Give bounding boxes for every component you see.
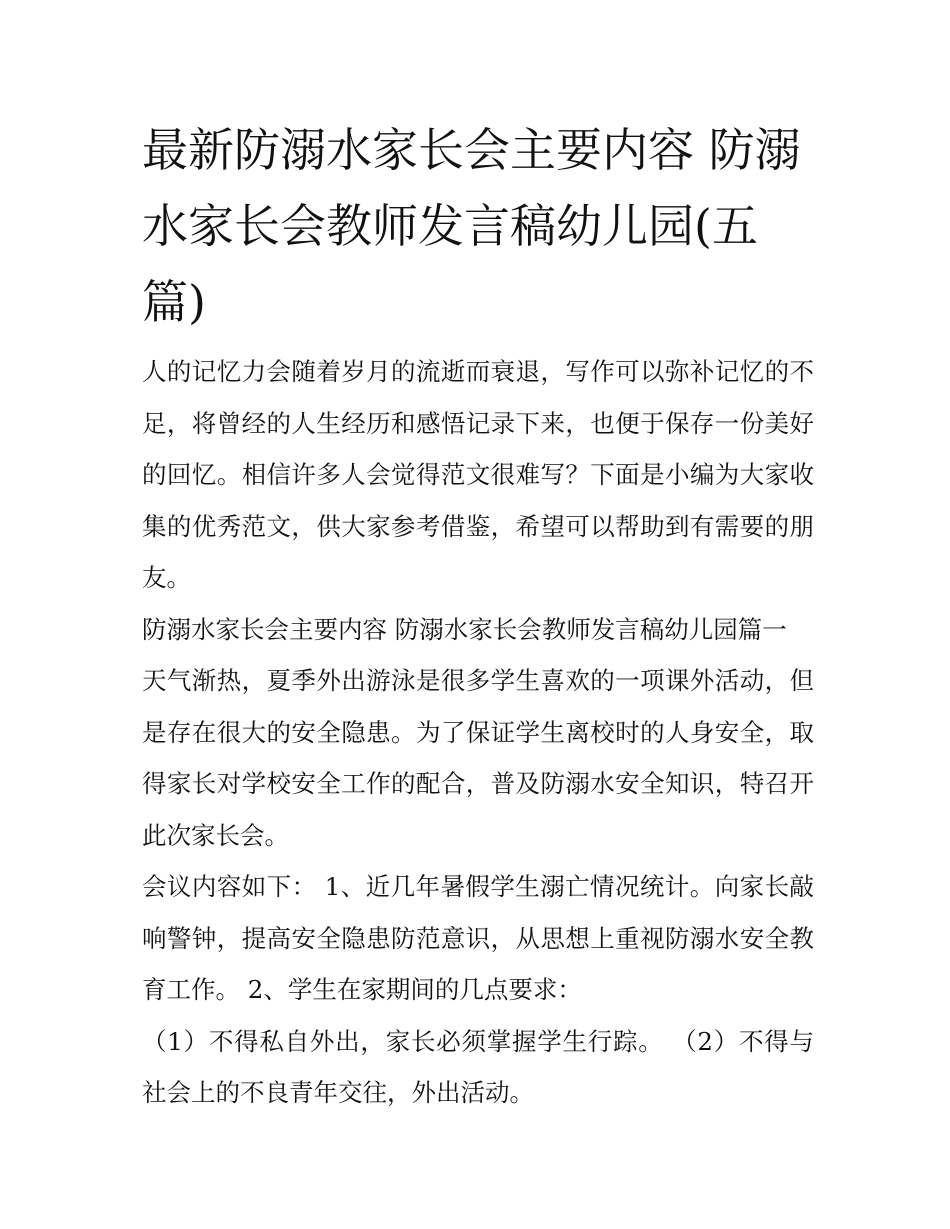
title-block [142, 112, 814, 340]
document-title: 最新防溺水家长会主要内容 防溺水家长会教师发言稿幼儿园(五篇) [142, 123, 801, 329]
requirements-paragraph: （1）不得私自外出，家长必须掌握学生行踪。 （2）不得与社会上的不良青年交往，外出活动。 [142, 1026, 814, 1107]
body-paragraph: 天气渐热，夏季外出游泳是很多学生喜欢的一项课外活动，但是存在很大的安全隐患。为了保证学生离校时的人身安全，取得家长对学校安全工作的配合，普及防溺水安全知识，特召开此次家长会。 [142, 666, 814, 850]
section-heading: 防溺水家长会主要内容 防溺水家长会教师发言稿幼儿园篇一 [142, 614, 787, 644]
intro-paragraph: 人的记忆力会随着岁月的流逝而衰退，写作可以弥补记忆的不足，将曾经的人生经历和感悟记录下来，也便于保存一份美好的回忆。相信许多人会觉得范文很难写？下面是小编为大家收集的优秀范文，供大家参考借鉴，希望可以帮助到有需要的朋友。 [142, 357, 814, 592]
meeting-content-paragraph: 会议内容如下： 1、近几年暑假学生溺亡情况统计。向家长敲响警钟，提高安全隐患防范意识，从思想上重视防溺水安全教育工作。 2、学生在家期间的几点要求： [142, 872, 814, 1004]
document-page [142, 112, 814, 1119]
